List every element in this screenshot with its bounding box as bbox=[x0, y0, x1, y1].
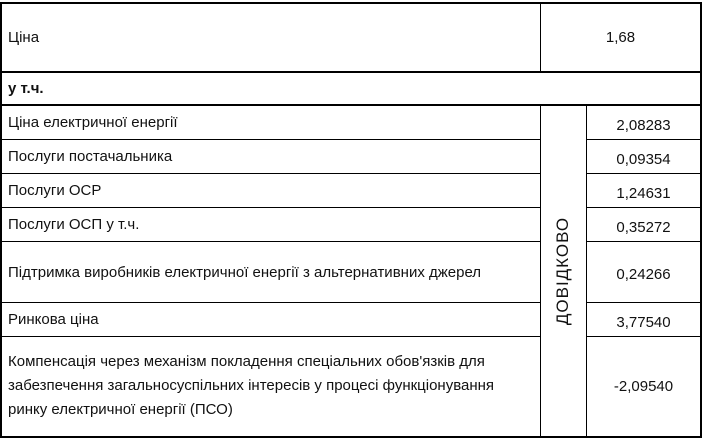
row-divider bbox=[0, 336, 540, 337]
table-row-label: Ринкова ціна bbox=[8, 310, 99, 328]
table-row-label: Ціна електричної енергії bbox=[8, 113, 178, 131]
price-value: 1,68 bbox=[605, 28, 636, 46]
table-row-label: Підтримка виробників електричної енергії з альтернативних джерел bbox=[8, 264, 482, 281]
table-row-value: 3,77540 bbox=[616, 313, 671, 331]
table-row-label: Послуги ОСП у т.ч. bbox=[8, 215, 140, 233]
table-row-value: 0,35272 bbox=[616, 218, 671, 236]
reference-label bbox=[540, 106, 586, 436]
table-border-left bbox=[0, 2, 2, 438]
row-divider bbox=[0, 241, 540, 242]
table-row-value: -2,09540 bbox=[613, 377, 674, 395]
table-row-value: 0,24266 bbox=[616, 266, 671, 283]
table-row-value: 0,09354 bbox=[616, 150, 671, 168]
table-row-value: 2,08283 bbox=[616, 116, 671, 134]
including-label: у т.ч. bbox=[8, 79, 44, 97]
table-row-label: Послуги постачальника bbox=[8, 147, 173, 165]
row-divider bbox=[0, 71, 702, 73]
table-border-bottom bbox=[0, 436, 702, 438]
table-row-label: Послуги ОСР bbox=[8, 181, 102, 199]
table-row-value: 1,24631 bbox=[616, 184, 671, 202]
table-row-label: Компенсація через механізм покладення спеціальних обов'язків для забезпечення загальносуспільних інтересів у процесі функціонування ринку електричної енергії (ПСО) bbox=[8, 353, 495, 418]
price-label: Ціна bbox=[8, 28, 40, 46]
reference-label-text: ДОВІДКОВО bbox=[553, 216, 572, 326]
